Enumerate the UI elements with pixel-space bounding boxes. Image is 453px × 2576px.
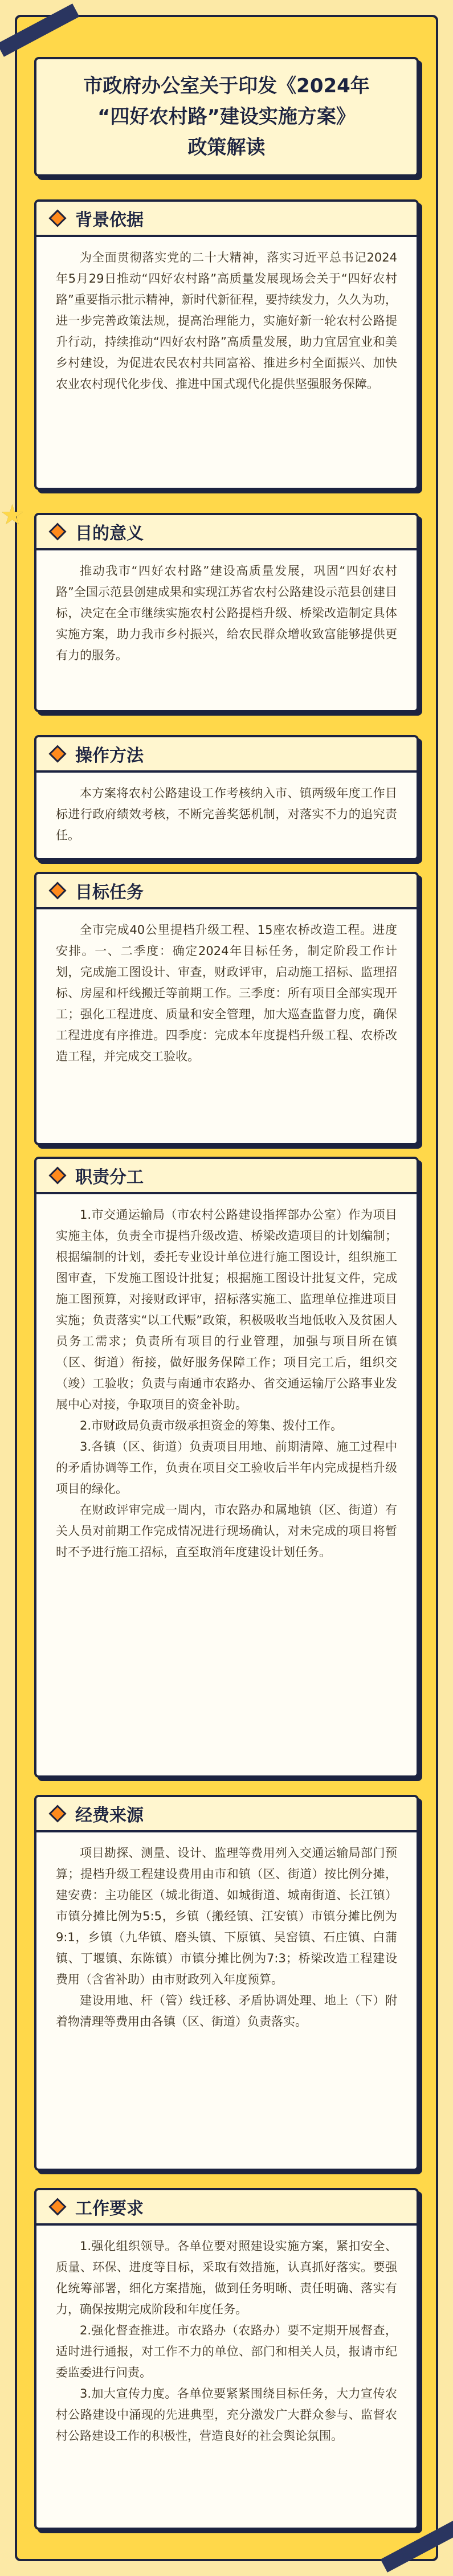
section-header <box>36 1797 417 1832</box>
section-requirements <box>34 2188 419 2530</box>
section-paragraph: 在财政评审完成一周内，市农路办和属地镇（区、街道）有关人员对前期工作完成情况进行现场确认，对未完成的项目将暂时不予进行施工招标，直至取消年度建设计划任务。 <box>56 1503 397 1559</box>
diamond-bullet-icon <box>48 745 66 762</box>
section-paragraph: 1.强化组织领导。各单位要对照建设实施方案，紧扣安全、质量、环保、进度等目标，采取有效措施，认真抓好落实。要强化统筹部署，细化方案措施，做到任务明晰、责任明确、落实有力，确保按期完成阶段和年度任务。 <box>56 2239 397 2316</box>
section-responsibilities <box>34 1157 419 1778</box>
section-paragraph: 2.市财政局负责市级承担资金的筹集、拨付工作。 <box>80 1419 343 1432</box>
section-header <box>36 2190 417 2226</box>
section-header <box>36 1159 417 1194</box>
section-header <box>36 515 417 550</box>
diamond-bullet-icon <box>48 209 66 227</box>
section-heading: 目的意义 <box>75 524 144 544</box>
section-funding <box>34 1795 419 2171</box>
page-title-line-2: “四好农村路”建设实施方案》 <box>97 105 356 128</box>
diamond-bullet-icon <box>48 1166 66 1184</box>
section-paragraph: 项目勘探、测量、设计、监理等费用列入交通运输局部门预算；提档升级工程建设费用由市和镇（区、街道）按比例分摊，建安费：主功能区（城北街道、如城街道、城南街道、长江镇）市镇分摊比例为5:5，乡镇（搬经镇、江安镇）市镇分摊比例为9:1，乡镇（九华镇、磨头镇、下原镇、吴窑镇、石庄镇、白蒲镇、丁堰镇、东陈镇）市镇分摊比例为7:3；桥梁改造工程建设费用（含省补助）由市财政列入年度预算。 <box>56 1846 397 1986</box>
section-heading: 操作方法 <box>75 746 144 766</box>
diamond-bullet-icon <box>48 1805 66 1822</box>
section-method <box>34 735 419 860</box>
section-heading: 工作要求 <box>75 2199 144 2219</box>
section-heading: 经费来源 <box>75 1806 144 1826</box>
decor-star-icon: ★ <box>0 499 25 531</box>
section-paragraph: 全市完成40公里提档升级工程、15座农桥改造工程。进度安排。一、二季度：确定2024年目标任务，制定阶段工作计划，完成施工图设计、审查，财政评审，启动施工招标、监理招标、房屋和杆线搬迁等前期工作。三季度：所有项目全部实现开工；强化工程进度、质量和安全管理，加大巡查监督力度，确保工程进度有序推进。四季度：完成本年度提档升级工程、农桥改造工程，并完成交工验收。 <box>56 923 397 1063</box>
section-purpose <box>34 513 419 712</box>
section-header <box>36 737 417 773</box>
section-background <box>34 199 419 490</box>
section-paragraph: 本方案将农村公路建设工作考核纳入市、镇两级年度工作目标进行政府绩效考核，不断完善奖惩机制，对落实不力的追究责任。 <box>56 786 397 842</box>
section-paragraph: 1.市交通运输局（市农村公路建设指挥部办公室）作为项目实施主体，负责全市提档升级改造、桥梁改造项目的计划编制；根据编制的计划，委托专业设计单位进行施工图设计，组织施工图审查，下发施工图设计批复；根据施工图设计批复文件，完成施工图预算，对接财政评审，招标落实施工、监理单位推进项目实施；负责落实“以工代赈”政策，积极吸收当地低收入及贫困人员务工需求；负责所有项目的行业管理，加强与项目所在镇（区、街道）衔接，做好服务保障工作；项目完工后，组织交（竣）工验收；负责与南通市农路办、省交通运输厅公路事业发展中心对接，争取项目的资金补助。 <box>56 1208 397 1411</box>
page-title-line-1: 市政府办公室关于印发《2024年 <box>83 75 370 97</box>
title-box <box>34 57 419 177</box>
diamond-bullet-icon <box>48 2198 66 2215</box>
section-header <box>36 202 417 237</box>
section-paragraph: 建设用地、杆（管）线迁移、矛盾协调处理、地上（下）附着物清理等费用由各镇（区、街道）负责落实。 <box>56 1994 397 2028</box>
diamond-bullet-icon <box>48 522 66 540</box>
section-paragraph: 2.强化督查推进。市农路办（农路办）要不定期开展督查，适时进行通报，对工作不力的单位、部门和相关人员，报请市纪委监委进行问责。 <box>56 2324 397 2379</box>
section-heading: 背景依据 <box>75 210 144 230</box>
section-paragraph: 3.各镇（区、街道）负责项目用地、前期清障、施工过程中的矛盾协调等工作，负责在项目交工验收后半年内完成提档升级项目的绿化。 <box>56 1440 397 1496</box>
diamond-bullet-icon <box>48 881 66 899</box>
section-paragraph: 为全面贯彻落实党的二十大精神，落实习近平总书记2024年5月29日推动“四好农村路”高质量发展现场会关于“四好农村路”重要指示批示精神，新时代新征程，要持续发力，久久为功，进一步完善政策法规，提高治理能力，实施好新一轮农村公路提升行动，持续推动“四好农村路”高质量发展，助力宜居宜业和美乡村建设，为促进农民农村共同富裕、推进乡村全面振兴、加快农业农村现代化步伐、推进中国式现代化提供坚强服务保障。 <box>56 251 397 391</box>
section-header <box>36 874 417 909</box>
page-title-line-3: 政策解读 <box>187 136 266 159</box>
section-heading: 目标任务 <box>75 883 144 903</box>
section-heading: 职责分工 <box>75 1167 144 1187</box>
section-paragraph: 3.加大宣传力度。各单位要紧紧围绕目标任务，大力宣传农村公路建设中涌现的先进典型，充分激发广大群众参与、监督农村公路建设工作的积极性，营造良好的社会舆论氛围。 <box>56 2387 397 2443</box>
section-paragraph: 推动我市“四好农村路”建设高质量发展，巩固“四好农村路”全国示范县创建成果和实现江苏省农村公路建设示范县创建目标，决定在全市继续实施农村公路提档升级、桥梁改造制定具体实施方案，助力我市乡村振兴，给农民群众增收致富能够提供更有力的服务。 <box>56 564 397 662</box>
section-targets <box>34 872 419 1145</box>
